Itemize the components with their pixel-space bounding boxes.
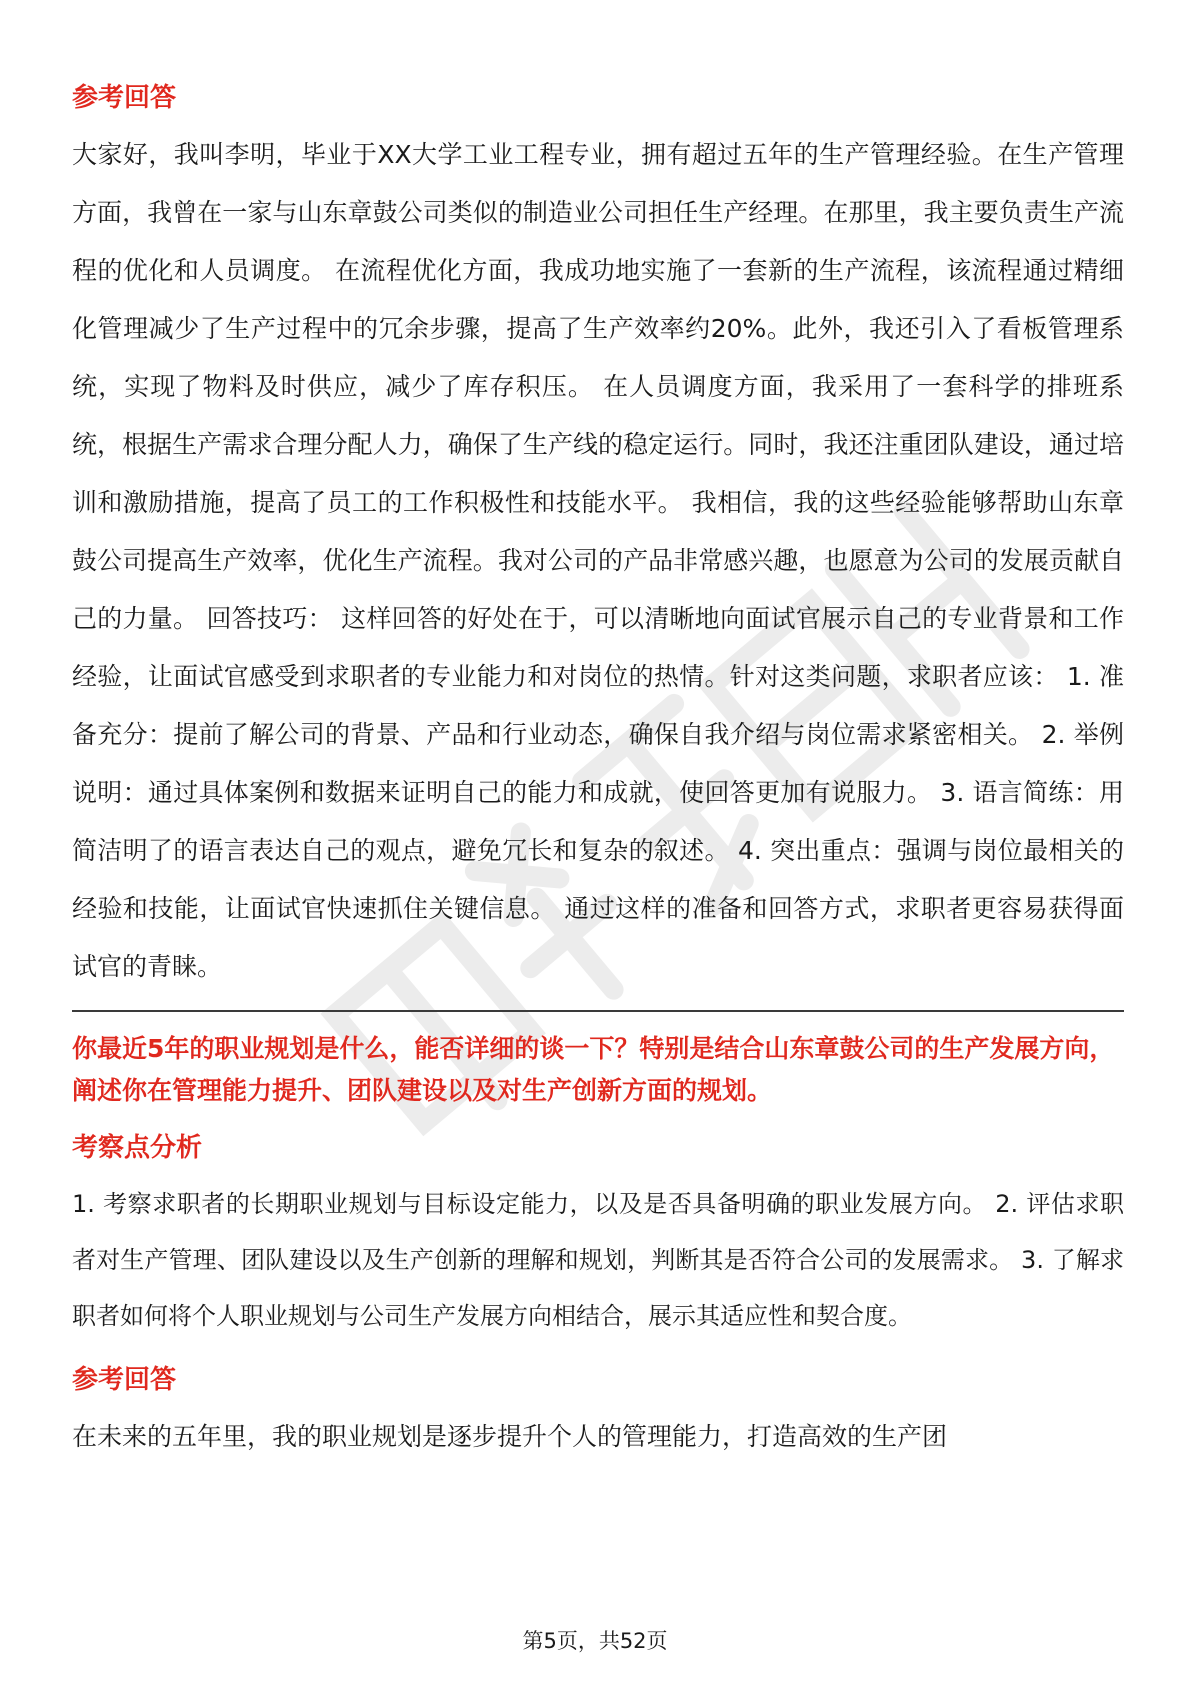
- page-number-footer: 第5页，共52页: [522, 1629, 668, 1653]
- document-content: [72, 76, 1124, 1466]
- reference-answer-heading: 参考回答: [72, 83, 177, 113]
- analysis-heading: 考察点分析: [72, 1133, 203, 1163]
- interview-question: 你最近5年的职业规划是什么，能否详细的谈一下？特别是结合山东章鼓公司的生产发展方向，阐述你在管理能力提升、团队建设以及对生产创新方面的规划。: [72, 1034, 1115, 1105]
- reference-answer-heading-2: 参考回答: [72, 1365, 177, 1395]
- analysis-paragraph: 1. 考察求职者的长期职业规划与目标设定能力，以及是否具备明确的职业发展方向。 2. 评估求职者对生产管理、团队建设以及生产创新的理解和规划，判断其是否符合公司的发展需求。 3. 了解求职者如何将个人职业规划与公司生产发展方向相结合，展示其适应性和契合度。: [72, 1190, 1124, 1330]
- reference-answer-paragraph: 大家好，我叫李明，毕业于XX大学工业工程专业，拥有超过五年的生产管理经验。在生产管理方面，我曾在一家与山东章鼓公司类似的制造业公司担任生产经理。在那里，我主要负责生产流程的优化和人员调度。 在流程优化方面，我成功地实施了一套新的生产流程，该流程通过精细化管理减少了生产过程中的冗余步骤，提高了生产效率约20%。此外，我还引入了看板管理系统，实现了物料及时供应，减少了库存积压。 在人员调度方面，我采用了一套科学的排班系统，根据生产需求合理分配人力，确保了生产线的稳定运行。同时，我还注重团队建设，通过培训和激励措施，提高了员工的工作积极性和技能水平。 我相信，我的这些经验能够帮助山东章鼓公司提高生产效率，优化生产流程。我对公司的产品非常感兴趣，也愿意为公司的发展贡献自己的力量。 回答技巧： 这样回答的好处在于，可以清晰地向面试官展示自己的专业背景和工作经验，让面试官感受到求职者的专业能力和对岗位的热情。针对这类问题，求职者应该： 1. 准备充分：提前了解公司的背景、产品和行业动态，确保自我介绍与岗位需求紧密相关。 2. 举例说明：通过具体案例和数据来证明自己的能力和成就，使回答更加有说服力。 3. 语言简练：用简洁明了的语言表达自己的观点，避免冗长和复杂的叙述。 4. 突出重点：强调与岗位最相关的经验和技能，让面试官快速抓住关键信息。 通过这样的准备和回答方式，求职者更容易获得面试官的青睐。: [72, 140, 1124, 981]
- reference-answer-paragraph-2: 在未来的五年里，我的职业规划是逐步提升个人的管理能力，打造高效的生产团: [72, 1422, 948, 1451]
- section-divider: [72, 1010, 1124, 1012]
